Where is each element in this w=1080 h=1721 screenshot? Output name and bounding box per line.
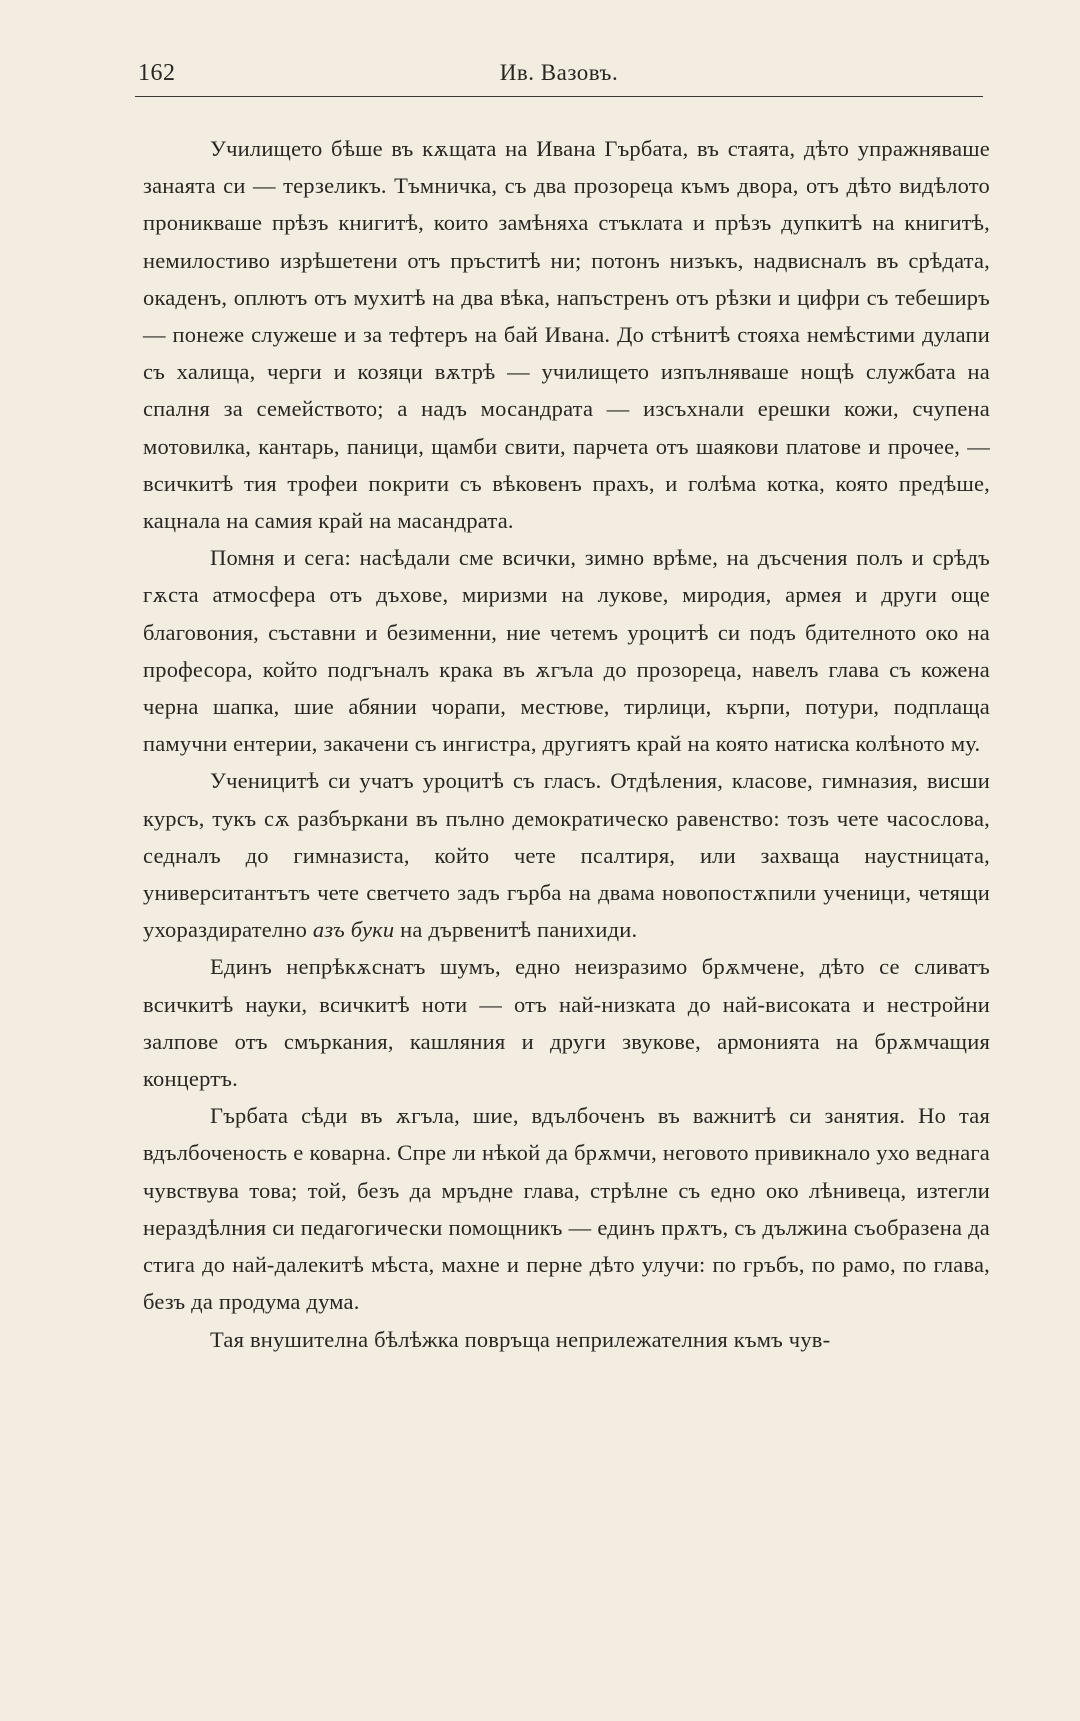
paragraph-text: Ученицитѣ си учатъ уроцитѣ съ гласъ. Отдѣления, класове, гимназия, висши курсъ, тукъ сѫ разбъркани въ пълно демократическо равенство: тозъ чете часослова, седналъ до гимназиста, който чете псалтиря, или захваща наустницата, университантътъ чете светчето задъ гърба на двама новопостѫпили ученици, четящи ухораздирателно xyxy=(143,768,990,943)
paragraph: Училището бѣше въ кѫщата на Ивана Гърбата, въ стаята, дѣто упражняваше занаята си — терзеликъ. Тъмничка, съ два прозореца къмъ двора, отъ дѣто видѣлото проникваше прѣзъ книгитѣ, които замѣняха стъклата и прѣзъ дупкитѣ на книгитѣ, немилостиво изрѣшетени отъ пръститѣ ни; потонъ низъкъ, надвисналъ въ срѣдата, окаденъ, оплютъ отъ мухитѣ на два вѣка, напъстренъ отъ рѣзки и цифри съ тебеширъ — понеже служеше и за тефтеръ на бай Ивана. До стѣнитѣ стояха немѣстими дулапи съ халища, черги и козяци вѫтрѣ — училището изпълняваше нощѣ службата на спалня за семейството; а надъ мосандрата — изсъхнали ерешки кожи, счупена мотовилка, кантарь, паници, щамби свити, парчета отъ шаякови платове и прочее, — всичкитѣ тия трофеи покрити съ вѣковенъ прахъ, и голѣма котка, която предѣше, кацнала на самия край на масандрата. xyxy=(143,136,990,534)
paragraph: Помня и сега: насѣдали сме всички, зимно врѣме, на дъсчения полъ и срѣдъ гѫста атмосфера отъ дъхове, миризми на лукове, миродия, армея и други още благовония, съставни и безименни, ние четемъ уроцитѣ си подъ бдителното око на професора, който подгъналъ крака въ ѫгъла до прозореца, навелъ глава съ кожена черна шапка, шие абянии чорапи, местюве, тирлици, кърпи, потури, подплаща памучни ентерии, закачени съ ингистра, другиятъ край на която натиска колѣното му. xyxy=(143,545,990,757)
page-number: 162 xyxy=(138,60,176,86)
page-header xyxy=(135,58,983,98)
paragraph: Гърбата сѣди въ ѫгъла, шие, вдълбоченъ въ важнитѣ си занятия. Но тая вдълбоченость е коварна. Спре ли нѣкой да брѫмчи, неговото привикнало ухо веднага чувствува това; той, безъ да мръдне глава, стрѣлне съ едно око лѣнивеца, изтегли нераздѣлния си педагогически помощникъ — единъ прѫтъ, съ дължина съобразена да стига до най-далекитѣ мѣста, махне и перне дѣто улучи: по гръбъ, по рамо, по глава, безъ да продума дума. xyxy=(143,1103,990,1315)
paragraph-text: на дървенитѣ панихиди. xyxy=(400,917,638,943)
paragraph: Тая внушителна бѣлѣжка повръща неприлежателния къмъ чув- xyxy=(210,1326,831,1352)
body-text xyxy=(143,130,990,1358)
running-title: Ив. Вазовъ. xyxy=(499,60,619,85)
italic-phrase: азъ буки xyxy=(312,917,395,943)
paragraph xyxy=(143,762,990,948)
header-rule xyxy=(135,96,983,97)
paragraph: Единъ непрѣкѫснатъ шумъ, едно неизразимо брѫмчене, дѣто се сливатъ всичкитѣ науки, всичкитѣ ноти — отъ най-низката до най-високата и нестройни залпове отъ смъркания, кашляния и други звукове, армонията на брѫмчащия концертъ. xyxy=(143,954,990,1092)
